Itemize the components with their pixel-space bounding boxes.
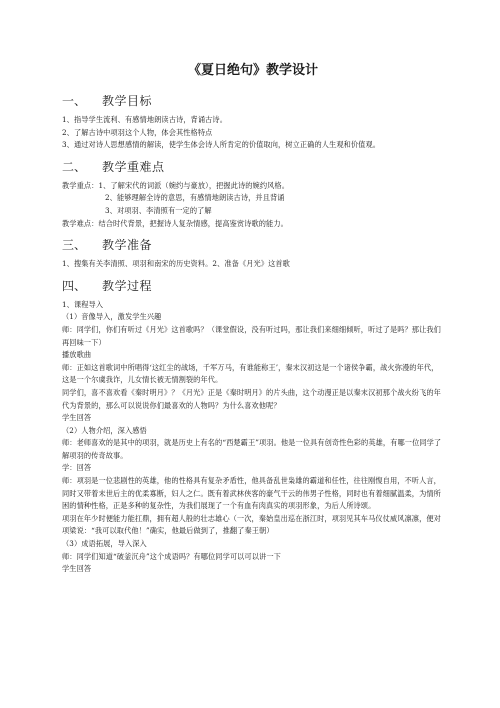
paragraph: 1、指导学生流利、有感情地朗读古诗，背诵古诗。 xyxy=(62,115,228,124)
paragraph: 同学们，喜不喜欢看《秦时明月》？《月光》正是《秦时明月》的片头曲，这个动漫正是以秦末汉初那个战火纷飞的年代为背景的，那么可以说说你们最喜欢的人物吗？为什么喜欢他呢？ xyxy=(62,387,441,410)
paragraph: 1、搜集有关李清照、项羽和南宋的历史资料。2、准备《月光》这首歌 xyxy=(62,259,290,269)
paragraph: （1）音像导入，激发学生兴趣 xyxy=(62,312,162,322)
paragraph: 教学重点：1、了解宋代的词派（婉约与豪放），把握此诗的婉约风格。 xyxy=(62,180,289,190)
paragraph: 师：正如这首歌词中所唱得‘这红尘的战场，千军万马，有谁能称王’，秦末汉初这是一个诸侯争霸，战火弥漫的年代，这是一个尔虞我诈，儿女情长被无情割裂的年代。 xyxy=(62,362,439,385)
section-title: 教学目标 xyxy=(102,94,153,108)
section-heading-objectives xyxy=(62,92,444,110)
paragraph: 3、通过对诗人思想感情的解读，使学生体会诗人所肯定的价值取向，树立正确的人生观和价值观。 xyxy=(62,140,381,150)
paragraph: 播放歌曲 xyxy=(62,350,92,360)
document-title: 《夏日绝句》教学设计 xyxy=(187,63,318,78)
section-title: 教学重难点 xyxy=(102,159,165,174)
section-number: 二、 xyxy=(62,159,87,174)
paragraph: 学生回答 xyxy=(62,413,92,423)
section-number: 三、 xyxy=(62,238,87,253)
paragraph: 师：老师喜欢的是其中的项羽，就是历史上有名的“西楚霸王”项羽。他是一位具有创奇性色彩的英雄，有哪一位同学了解项羽的传奇故事。 xyxy=(62,438,442,460)
section-number: 一、 xyxy=(62,94,87,108)
section-title: 教学过程 xyxy=(102,278,153,293)
paragraph: 学：回答 xyxy=(62,463,92,473)
paragraph: 1、课程导入 xyxy=(62,299,104,309)
paragraph: 师：项羽是一位悲剧性的英雄，他的性格具有复杂矛盾性，他具备乱世枭雄的霸道和任性，往往刚愎自用，不听人言，同时又带着末世后主的优柔寡断，妇人之仁。既有着武林侠客的豪气干云的伟男子性格，同时也有着细腻温柔，为情所困的情种性格，正是多种的复杂性，为我们展现了一个有血有肉真实的项羽形象，为后人所诗颂。 xyxy=(62,476,441,511)
paragraph: 项羽在年少时便能力能扛鼎，拥有超人般的壮志雄心（一次，秦始皇出巡在浙江时，项羽见其车马仪仗威风凛凛，便对项梁说：“我可以取代他！”确实，他最后做到了，推翻了秦王朝） xyxy=(62,513,441,536)
paragraph: 2、能够理解全诗的意思，有感情地朗读古诗，并且背诵 xyxy=(105,193,285,203)
paragraph: 2、了解古诗中项羽这个人物，体会其性格特点 xyxy=(62,127,213,137)
paragraph: 教学难点：结合时代背景，把握诗人复杂情感，提高鉴赏诗歌的能力。 xyxy=(62,218,288,228)
section-number: 四、 xyxy=(62,278,87,293)
section-heading-preparation xyxy=(62,236,444,254)
section-title: 教学准备 xyxy=(102,238,153,253)
document-page xyxy=(62,62,444,576)
paragraph: （2）人物介绍，深入感悟 xyxy=(62,425,147,435)
paragraph: 3、对项羽、李清照有一定的了解 xyxy=(105,205,212,215)
paragraph: （3）成语拓展，导入深入 xyxy=(62,539,147,549)
paragraph: 学生回答 xyxy=(62,564,92,574)
section-heading-process xyxy=(62,277,444,295)
paragraph: 师：同学们，你们有听过《月光》这首歌吗？（课堂假设，没有听过吗，那让我们来细细倾听，听过了是吗？那让我们再回味一下） xyxy=(62,324,441,347)
paragraph: 师：同学们知道“破釜沉舟”这个成语吗？有哪位同学可以可以讲一下 xyxy=(62,551,281,561)
section-heading-key-points xyxy=(62,158,444,176)
